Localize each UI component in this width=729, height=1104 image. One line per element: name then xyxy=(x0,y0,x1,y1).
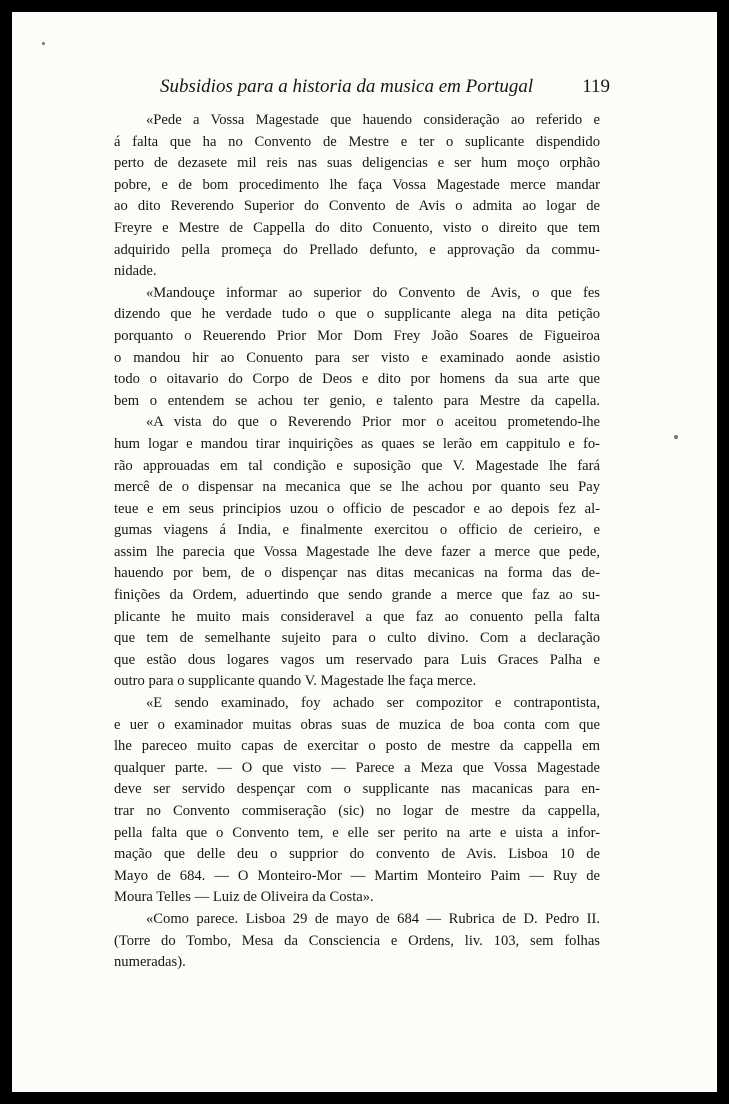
text-line: perto de dezasete mil reis nas suas deligencias e ser hum moço orphão xyxy=(114,155,600,172)
running-header xyxy=(160,76,610,98)
text-line: que tem de semelhante sujeito para o culto divino. Com a declaração xyxy=(114,630,600,647)
text-line: assim lhe parecia que Vossa Magestade lhe deve fazer a merce que pede, xyxy=(114,543,600,560)
text-line: que estão dous logares vagos um reservado para Luis Graces Palha e xyxy=(114,651,600,668)
text-line: finições da Ordem, aduertindo que sendo grande a merce que faz ao su- xyxy=(114,587,600,604)
text-line: lhe pareceo muito capas de exercitar o posto de mestre da cappella em xyxy=(114,738,600,755)
running-title: Subsidios para a historia da musica em Portugal xyxy=(160,76,534,97)
text-line: todo o oitavario do Corpo de Deos e dito por homens da sua arte que xyxy=(114,371,600,388)
text-line: «Mandouçe informar ao superior do Convento de Avis, o que fes xyxy=(146,284,600,301)
text-line: hauendo por bem, de o dispençar nas ditas mecanicas na forma das de- xyxy=(114,565,600,582)
text-line: Moura Telles — Luiz de Oliveira da Costa». xyxy=(114,889,374,906)
text-line: dizendo que he verdade tudo o que o supplicante alega na dita petição xyxy=(114,306,600,323)
text-line: «Como parece. Lisboa 29 de mayo de 684 — Rubrica de D. Pedro II. xyxy=(146,910,600,927)
paper-speck xyxy=(42,42,45,45)
text-line: o mandou hir ao Conuento para ser visto e examinado aonde asistio xyxy=(114,349,600,366)
text-line: «E sendo examinado, foy achado ser compozitor e contrapontista, xyxy=(146,695,600,712)
page-number: 119 xyxy=(582,76,610,97)
text-line: teue e em seus principios uzou o officio de pescador e ao depois fez al- xyxy=(114,500,600,517)
text-line: adquirido pella promeça do Prellado defunto, e approvação da commu- xyxy=(114,241,600,258)
text-line: (Torre do Tombo, Mesa da Consciencia e Ordens, liv. 103, sem folhas xyxy=(114,932,600,949)
text-line: deve ser servido despençar com o supplicante nas macanicas para en- xyxy=(114,781,600,798)
text-line: pella falta que o Convento tem, e elle ser perito na arte e uista a infor- xyxy=(114,824,600,841)
text-line: pobre, e de bom procedimento lhe faça Vossa Magestade merce mandar xyxy=(114,176,600,193)
text-line: á falta que ha no Convento de Mestre e ter o suplicante dispendido xyxy=(114,133,600,150)
text-line: bem o entendem se achou ter genio, e talento para Mestre da capella. xyxy=(114,392,600,409)
text-line: qualquer parte. — O que visto — Parece a Meza que Vossa Magestade xyxy=(114,759,600,776)
text-line: plicante he muito mais consideravel a que faz ao conuento pella falta xyxy=(114,608,600,625)
text-line: ao dito Reverendo Superior do Convento de Avis o admita ao logar de xyxy=(114,198,600,215)
text-line: e uer o examinador muitas obras suas de muzica de boa conta com que xyxy=(114,716,600,733)
text-line: numeradas). xyxy=(114,954,186,971)
body-text xyxy=(114,110,600,974)
text-line: Mayo de 684. — O Monteiro-Mor — Martim Monteiro Paim — Ruy de xyxy=(114,867,600,884)
text-line: trar no Convento commiseração (sic) no logar de mestre da cappella, xyxy=(114,803,600,819)
text-line: mercê de o dispensar na mecanica que se lhe achou por quanto seu Pay xyxy=(114,479,600,496)
text-line: rão approuadas em tal condição e suposição que V. Magestade lhe fará xyxy=(114,457,600,474)
text-line: outro para o supplicante quando V. Magestade lhe faça merce. xyxy=(114,673,477,690)
paper-speck xyxy=(674,435,678,439)
text-line: nidade. xyxy=(114,263,157,280)
book-page xyxy=(12,12,717,1092)
text-line: hum logar e mandou tirar inquirições as quaes se lerão em cappitulo e fo- xyxy=(114,435,600,452)
text-line: «Pede a Vossa Magestade que hauendo consideração ao referido e xyxy=(146,112,600,128)
text-line: «A vista do que o Reverendo Prior mor o aceitou prometendo-lhe xyxy=(146,414,600,431)
text-line: mação que delle deu o supprior do convento de Avis. Lisboa 10 de xyxy=(114,846,600,863)
text-line: gumas viagens á India, e finalmente exercitou o officio de cerieiro, e xyxy=(114,522,600,539)
text-line: porquanto o Reuerendo Prior Mor Dom Frey João Soares de Figueiroa xyxy=(114,327,600,344)
text-line: Freyre e Mestre de Cappella do dito Conuento, visto o direito que tem xyxy=(114,219,600,236)
